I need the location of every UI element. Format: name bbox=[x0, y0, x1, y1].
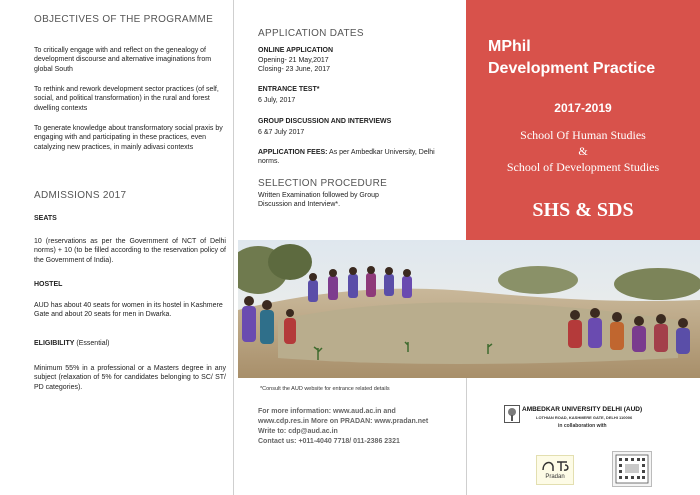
opening-date: Opening- 21 May,2017 bbox=[258, 57, 329, 64]
entrance-label: ENTRANCE TEST* bbox=[258, 86, 320, 93]
partner-crest-icon bbox=[612, 451, 652, 487]
hostel-text: AUD has about 40 seats for women in its hostel in Kashmere Gate and about 20 seats for men in Dwarka. bbox=[34, 302, 223, 319]
university-address: LOTHIAN ROAD, KASHMERE GATE, DELHI 110006 bbox=[536, 415, 633, 420]
pradan-logo-icon bbox=[537, 456, 573, 474]
fees-text: As per Ambedkar University, Delhi norms. bbox=[258, 149, 435, 166]
eligibility-label: ELIGIBILITY bbox=[34, 340, 75, 347]
university-name: AMBEDKAR UNIVERSITY DELHI (AUD) bbox=[522, 406, 643, 413]
collab-text: in collaboration with bbox=[558, 423, 607, 429]
online-label: ONLINE APPLICATION bbox=[258, 47, 334, 54]
dates-heading: APPLICATION DATES bbox=[258, 28, 364, 39]
cover-years: 2017-2019 bbox=[554, 101, 612, 115]
objective-1: To critically engage with and reflect on the genealogy of development discourse and alternative imaginations from global South bbox=[34, 47, 212, 73]
pradan-logo bbox=[536, 455, 574, 485]
fees-row bbox=[258, 148, 453, 167]
footnote: *Consult the AUD website for entrance related details bbox=[260, 386, 390, 392]
fees-label: APPLICATION FEES: bbox=[258, 149, 328, 156]
seats-label: SEATS bbox=[34, 215, 57, 222]
cover-school-1: School Of Human Studies bbox=[520, 128, 646, 142]
objective-2: To rethink and rework development sector practices (of self, social, and political transformation) in the rural and forest dwelling contexts bbox=[34, 86, 219, 112]
contact-block bbox=[258, 407, 428, 447]
cover-acronym: SHS & SDS bbox=[532, 199, 634, 221]
closing-date: Closing- 23 June, 2017 bbox=[258, 66, 330, 73]
cover-school-2: School of Development Studies bbox=[506, 160, 660, 174]
pradan-label: Pradan bbox=[545, 474, 565, 480]
contact-line-1: For more information: www.aud.ac.in and bbox=[258, 408, 396, 415]
objectives-admissions-panel bbox=[0, 0, 234, 495]
eligibility-note: (Essential) bbox=[76, 340, 110, 347]
contact-line-4: Contact us: +011-4040 7718/ 011-2386 2321 bbox=[258, 438, 400, 445]
contact-line-3: Write to: cdp@aud.ac.in bbox=[258, 428, 338, 435]
selection-heading: SELECTION PROCEDURE bbox=[258, 178, 388, 189]
gd-date: 6 &7 July 2017 bbox=[258, 129, 305, 136]
entrance-date: 6 July, 2017 bbox=[258, 97, 296, 104]
community-meeting-photo bbox=[238, 240, 700, 378]
hostel-label: HOSTEL bbox=[34, 281, 63, 288]
admissions-heading: ADMISSIONS 2017 bbox=[34, 190, 127, 201]
cover-amp: & bbox=[578, 144, 588, 158]
contact-line-2: www.cdp.res.in More on PRADAN: www.pradan.net bbox=[258, 418, 429, 425]
cover-title-1: MPhil bbox=[488, 38, 531, 55]
eligibility-row bbox=[34, 340, 109, 347]
objective-3: To generate knowledge about transformatory social praxis by engaging with and participating in these practices, even catalyzing new practices, in mainly adivasi contexts bbox=[34, 125, 223, 151]
cover-title-2: Development Practice bbox=[488, 60, 656, 77]
seats-text: 10 (reservations as per the Government of NCT of Delhi norms) + 10 (to be filled according to the reservation policy of the Government of India). bbox=[34, 238, 226, 264]
eligibility-text: Minimum 55% in a professional or a Masters degree in any subject (relaxation of 5% for candidates belonging to SC/ ST/ PD categories). bbox=[34, 365, 226, 391]
aud-logo-icon bbox=[504, 405, 520, 423]
gd-label: GROUP DISCUSSION AND INTERVIEWS bbox=[258, 118, 392, 125]
objectives-heading: OBJECTIVES OF THE PROGRAMME bbox=[34, 14, 214, 25]
selection-text: Written Examination followed by Group Discussion and Interview*. bbox=[258, 192, 379, 209]
